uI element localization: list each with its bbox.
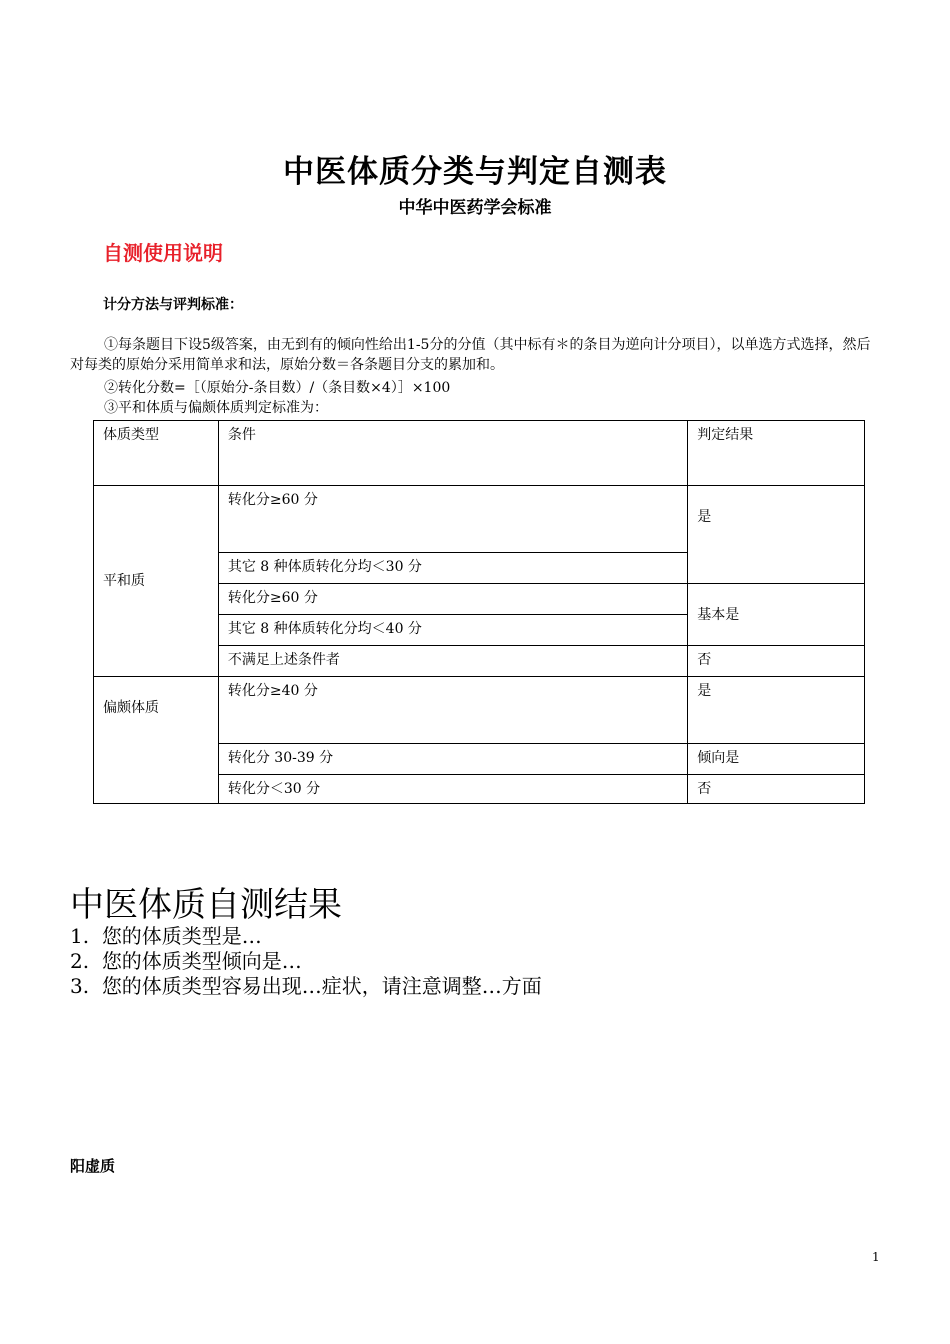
instruction-paragraph-3: ③平和体质与偏颇体质判定标准为： — [104, 400, 328, 416]
criteria-table — [93, 420, 865, 804]
page-title: 中医体质分类与判定自测表 — [283, 154, 667, 190]
condition-cell: 其它 8 种体质转化分均＜40 分 — [218, 615, 687, 646]
result-cell: 是 — [688, 677, 865, 744]
result-cell: 否 — [688, 775, 865, 804]
table-row — [94, 677, 865, 744]
section-title-instructions: 自测使用说明 — [103, 241, 223, 265]
header-cell-condition: 条件 — [218, 421, 687, 486]
instruction-paragraph-1: ①每条题目下设5级答案，由无到有的倾向性给出1-5分的分值（其中标有＊的条目为逆向计分项目），以单选方式选择，然后对每类的原始分采用简单求和法，原始分数＝各条题目分支的累加和。 — [70, 337, 871, 373]
header-cell-type: 体质类型 — [94, 421, 219, 486]
list-item — [70, 924, 542, 949]
list-item-text: 您的体质类型倾向是… — [101, 949, 302, 973]
instruction-paragraph-2: ②转化分数=［（原始分-条目数）/（条目数×4）］×100 — [104, 380, 451, 396]
list-item-text: 您的体质类型容易出现…症状，请注意调整…方面 — [101, 974, 542, 998]
condition-cell: 其它 8 种体质转化分均＜30 分 — [218, 553, 687, 584]
condition-cell: 转化分＜30 分 — [218, 775, 687, 804]
results-title: 中医体质自测结果 — [70, 885, 342, 925]
condition-cell: 转化分≥40 分 — [218, 677, 687, 744]
table-row — [94, 486, 865, 553]
list-item — [70, 949, 542, 974]
list-item-number: 2. — [70, 949, 90, 973]
result-cell: 基本是 — [688, 584, 865, 646]
page-subtitle: 中华中医药学会标准 — [398, 198, 552, 218]
type-cell: 偏颇体质 — [94, 677, 219, 804]
condition-cell: 转化分 30-39 分 — [218, 744, 687, 775]
list-item-number: 3. — [70, 974, 90, 998]
condition-cell: 转化分≥60 分 — [218, 486, 687, 553]
method-title: 计分方法与评判标准： — [103, 297, 243, 313]
result-cell: 倾向是 — [688, 744, 865, 775]
results-list — [70, 924, 542, 999]
page-number: 1 — [872, 1250, 880, 1264]
type-cell: 平和质 — [94, 486, 219, 677]
next-section-heading: 阳虚质 — [70, 1157, 116, 1175]
list-item-number: 1. — [70, 924, 90, 948]
list-item — [70, 974, 542, 999]
condition-cell: 转化分≥60 分 — [218, 584, 687, 615]
result-cell: 是 — [688, 486, 865, 584]
list-item-text: 您的体质类型是… — [101, 924, 262, 948]
condition-cell: 不满足上述条件者 — [218, 646, 687, 677]
header-cell-result: 判定结果 — [688, 421, 865, 486]
table-header-row — [94, 421, 865, 486]
result-cell: 否 — [688, 646, 865, 677]
